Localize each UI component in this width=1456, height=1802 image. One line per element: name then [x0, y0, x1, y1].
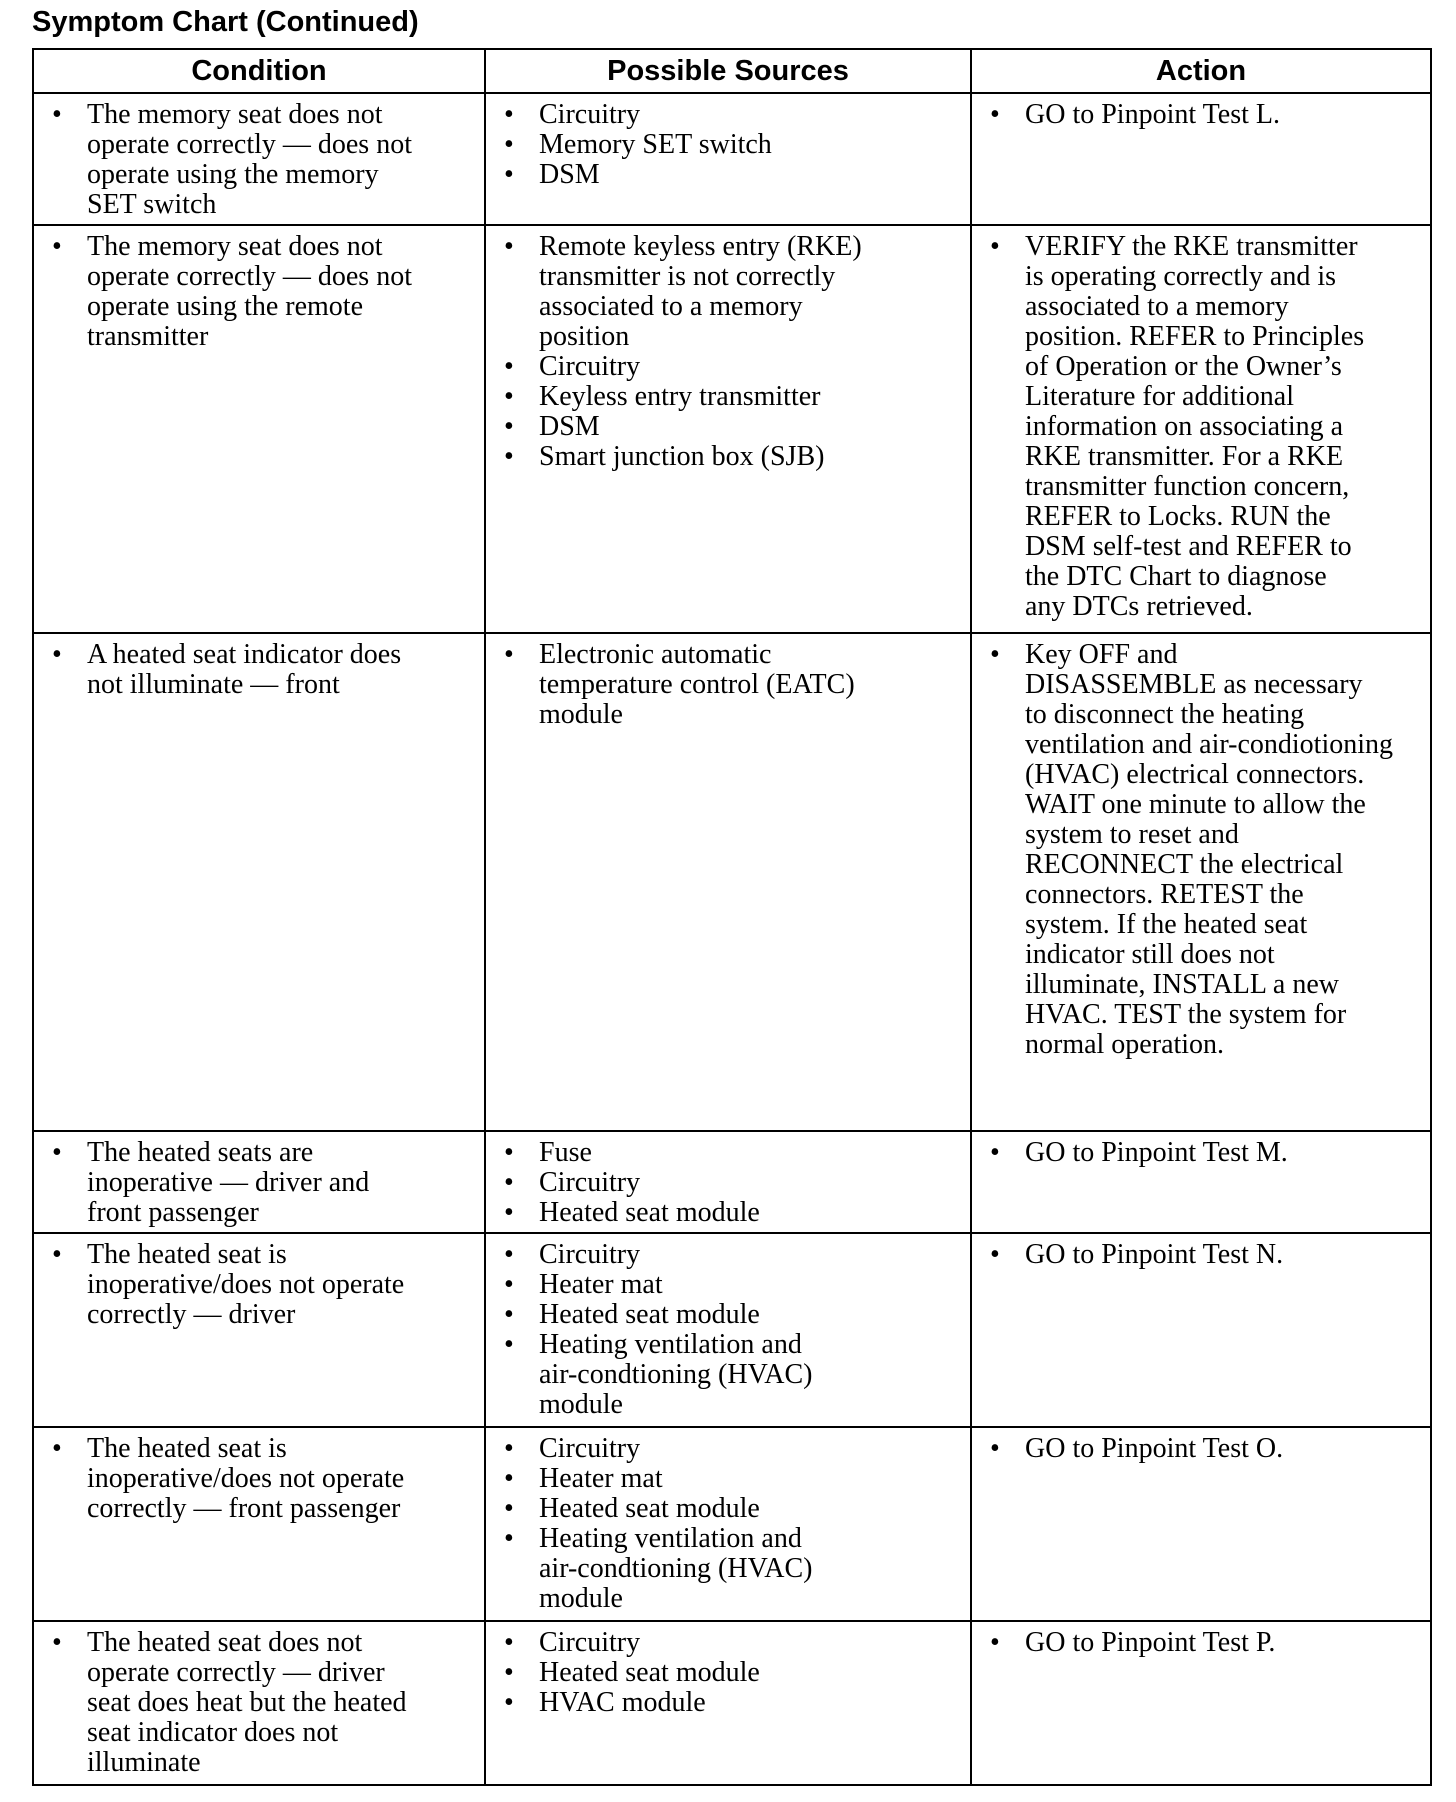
condition-cell — [33, 1621, 485, 1785]
bullet-icon: • — [52, 1627, 62, 1658]
list-item — [980, 100, 1422, 130]
list-item-text: Heating ventilation and air-condtioning (HVAC) module — [539, 1523, 813, 1614]
bullet-list — [34, 226, 484, 356]
list-item — [494, 160, 962, 190]
action-cell — [971, 1427, 1431, 1621]
header-action: Action — [971, 49, 1431, 93]
table-row — [33, 633, 1431, 1131]
bullet-list — [972, 94, 1430, 134]
list-item-text: HVAC module — [539, 1687, 706, 1718]
bullet-list — [34, 1622, 484, 1782]
bullet-icon: • — [52, 99, 62, 130]
bullet-list — [34, 1234, 484, 1334]
list-item — [494, 1330, 962, 1420]
list-item — [494, 1198, 962, 1228]
bullet-icon: • — [52, 639, 62, 670]
list-item-text: The heated seat is inoperative/does not operate correctly — driver — [87, 1239, 405, 1330]
list-item — [980, 1138, 1422, 1168]
bullet-icon: • — [504, 411, 514, 442]
list-item-text: Heater mat — [539, 1269, 663, 1300]
list-item-text: Circuitry — [539, 1433, 641, 1464]
list-item — [494, 130, 962, 160]
bullet-list — [34, 1428, 484, 1528]
list-item — [494, 232, 962, 352]
table-row — [33, 1233, 1431, 1427]
list-item-text: Electronic automatic temperature control (EATC) module — [539, 639, 855, 730]
table-row — [33, 1621, 1431, 1785]
list-item-text: Smart junction box (SJB) — [539, 441, 825, 472]
bullet-icon: • — [504, 1239, 514, 1270]
condition-cell — [33, 1427, 485, 1621]
bullet-list — [34, 634, 484, 704]
list-item-text: DSM — [539, 411, 600, 442]
bullet-list — [972, 1234, 1430, 1274]
symptom-chart-table — [32, 48, 1432, 1786]
list-item — [494, 1494, 962, 1524]
bullet-list — [34, 1132, 484, 1232]
list-item-text: Heating ventilation and air-condtioning (HVAC) module — [539, 1329, 813, 1420]
bullet-list — [486, 634, 970, 734]
list-item — [980, 1628, 1422, 1658]
bullet-icon: • — [504, 351, 514, 382]
bullet-icon: • — [504, 1197, 514, 1228]
list-item-text: VERIFY the RKE transmitter is operating correctly and is associated to a memory position. REFER to Principles of Operation or the Owner’s Literature for additional information on associating a RKE transmitter. For a RKE transmitter function concern, REFER to Locks. RUN the DSM self-test and REFER to the DTC Chart to diagnose any DTCs retrieved. — [1025, 231, 1365, 622]
list-item — [42, 1628, 476, 1778]
list-item-text: Heated seat module — [539, 1197, 760, 1228]
bullet-list — [486, 226, 970, 476]
table-row — [33, 225, 1431, 633]
bullet-list — [972, 226, 1430, 626]
possible-sources-cell — [485, 1131, 971, 1233]
list-item-text: Fuse — [539, 1137, 592, 1168]
list-item — [494, 1168, 962, 1198]
bullet-icon: • — [504, 159, 514, 190]
list-item-text: Circuitry — [539, 1627, 641, 1658]
bullet-icon: • — [504, 1657, 514, 1688]
list-item-text: GO to Pinpoint Test O. — [1025, 1433, 1284, 1464]
list-item — [494, 1270, 962, 1300]
list-item-text: DSM — [539, 159, 600, 190]
list-item — [494, 442, 962, 472]
bullet-icon: • — [52, 1239, 62, 1270]
list-item — [42, 640, 476, 700]
bullet-icon: • — [504, 1523, 514, 1554]
bullet-list — [972, 1622, 1430, 1662]
action-cell — [971, 633, 1431, 1131]
bullet-list — [486, 1622, 970, 1722]
bullet-icon: • — [990, 1137, 1000, 1168]
list-item-text: Heater mat — [539, 1463, 663, 1494]
table-row — [33, 93, 1431, 225]
list-item-text: Circuitry — [539, 1167, 641, 1198]
condition-cell — [33, 93, 485, 225]
list-item-text: The heated seats are inoperative — driver and front passenger — [87, 1137, 370, 1228]
action-cell — [971, 225, 1431, 633]
possible-sources-cell — [485, 633, 971, 1131]
bullet-icon: • — [990, 231, 1000, 262]
list-item — [494, 352, 962, 382]
bullet-icon: • — [504, 1433, 514, 1464]
list-item-text: The memory seat does not operate correctly — does not operate using the remote transmitter — [87, 231, 412, 352]
bullet-icon: • — [504, 1463, 514, 1494]
header-condition: Condition — [33, 49, 485, 93]
chart-body — [33, 93, 1431, 1785]
list-item — [494, 1300, 962, 1330]
bullet-icon: • — [504, 1493, 514, 1524]
list-item-text: Circuitry — [539, 1239, 641, 1270]
list-item-text: Circuitry — [539, 99, 641, 130]
list-item-text: Heated seat module — [539, 1657, 760, 1688]
condition-cell — [33, 633, 485, 1131]
list-item-text: GO to Pinpoint Test P. — [1025, 1627, 1276, 1658]
list-item — [494, 412, 962, 442]
bullet-icon: • — [504, 129, 514, 160]
bullet-icon: • — [990, 639, 1000, 670]
list-item — [494, 640, 962, 730]
condition-cell — [33, 225, 485, 633]
possible-sources-cell — [485, 1233, 971, 1427]
list-item-text: The heated seat is inoperative/does not operate correctly — front passenger — [87, 1433, 405, 1524]
list-item — [42, 100, 476, 220]
bullet-list — [486, 1132, 970, 1232]
page-title: Symptom Chart (Continued) — [32, 6, 419, 38]
bullet-icon: • — [504, 1167, 514, 1198]
condition-cell — [33, 1233, 485, 1427]
bullet-icon: • — [52, 231, 62, 262]
action-cell — [971, 1233, 1431, 1427]
list-item-text: Memory SET switch — [539, 129, 772, 160]
bullet-list — [486, 94, 970, 194]
list-item-text: The memory seat does not operate correctly — does not operate using the memory SET switch — [87, 99, 412, 220]
bullet-icon: • — [504, 1687, 514, 1718]
bullet-icon: • — [504, 1299, 514, 1330]
action-cell — [971, 1621, 1431, 1785]
list-item — [494, 1240, 962, 1270]
list-item — [494, 1138, 962, 1168]
bullet-icon: • — [504, 1627, 514, 1658]
table-row — [33, 1427, 1431, 1621]
list-item — [42, 1138, 476, 1228]
list-item-text: Heated seat module — [539, 1493, 760, 1524]
list-item-text: Heated seat module — [539, 1299, 760, 1330]
bullet-icon: • — [990, 1239, 1000, 1270]
list-item — [42, 232, 476, 352]
list-item — [494, 382, 962, 412]
possible-sources-cell — [485, 1621, 971, 1785]
bullet-icon: • — [504, 99, 514, 130]
list-item — [980, 232, 1422, 622]
bullet-icon: • — [504, 381, 514, 412]
bullet-list — [486, 1234, 970, 1424]
action-cell — [971, 93, 1431, 225]
bullet-icon: • — [990, 99, 1000, 130]
bullet-icon: • — [52, 1433, 62, 1464]
bullet-icon: • — [990, 1433, 1000, 1464]
bullet-list — [972, 1428, 1430, 1468]
list-item-text: GO to Pinpoint Test L. — [1025, 99, 1280, 130]
list-item-text: Remote keyless entry (RKE) transmitter is not correctly associated to a memory position — [539, 231, 862, 352]
list-item — [42, 1240, 476, 1330]
bullet-list — [972, 634, 1430, 1064]
header-possible-sources: Possible Sources — [485, 49, 971, 93]
list-item — [494, 1628, 962, 1658]
list-item — [494, 1658, 962, 1688]
bullet-icon: • — [504, 1137, 514, 1168]
bullet-list — [34, 94, 484, 224]
bullet-list — [972, 1132, 1430, 1172]
bullet-icon: • — [504, 441, 514, 472]
bullet-icon: • — [504, 1329, 514, 1360]
bullet-icon: • — [504, 231, 514, 262]
header-row — [33, 49, 1431, 93]
bullet-icon: • — [52, 1137, 62, 1168]
list-item-text: GO to Pinpoint Test M. — [1025, 1137, 1288, 1168]
list-item-text: The heated seat does not operate correctly — driver seat does heat but the heated seat indicator does not illuminate — [87, 1627, 407, 1778]
list-item — [42, 1434, 476, 1524]
list-item — [494, 1464, 962, 1494]
table-row — [33, 1131, 1431, 1233]
bullet-icon: • — [990, 1627, 1000, 1658]
list-item-text: Key OFF and DISASSEMBLE as necessary to disconnect the heating ventilation and air-condiotioning (HVAC) electrical connectors. WAIT one minute to allow the system to reset and RECONNECT the electrical connectors. RETEST the system. If the heated seat indicator still does not illuminate, INSTALL a new HVAC. TEST the system for normal operation. — [1025, 639, 1394, 1060]
list-item-text: Keyless entry transmitter — [539, 381, 821, 412]
possible-sources-cell — [485, 1427, 971, 1621]
possible-sources-cell — [485, 225, 971, 633]
list-item — [494, 1524, 962, 1614]
list-item-text: A heated seat indicator does not illuminate — front — [87, 639, 402, 700]
list-item — [980, 640, 1422, 1060]
possible-sources-cell — [485, 93, 971, 225]
list-item-text: Circuitry — [539, 351, 641, 382]
action-cell — [971, 1131, 1431, 1233]
condition-cell — [33, 1131, 485, 1233]
list-item — [980, 1434, 1422, 1464]
bullet-icon: • — [504, 1269, 514, 1300]
list-item — [494, 1688, 962, 1718]
list-item — [494, 100, 962, 130]
list-item — [494, 1434, 962, 1464]
list-item — [980, 1240, 1422, 1270]
list-item-text: GO to Pinpoint Test N. — [1025, 1239, 1284, 1270]
bullet-list — [486, 1428, 970, 1618]
bullet-icon: • — [504, 639, 514, 670]
